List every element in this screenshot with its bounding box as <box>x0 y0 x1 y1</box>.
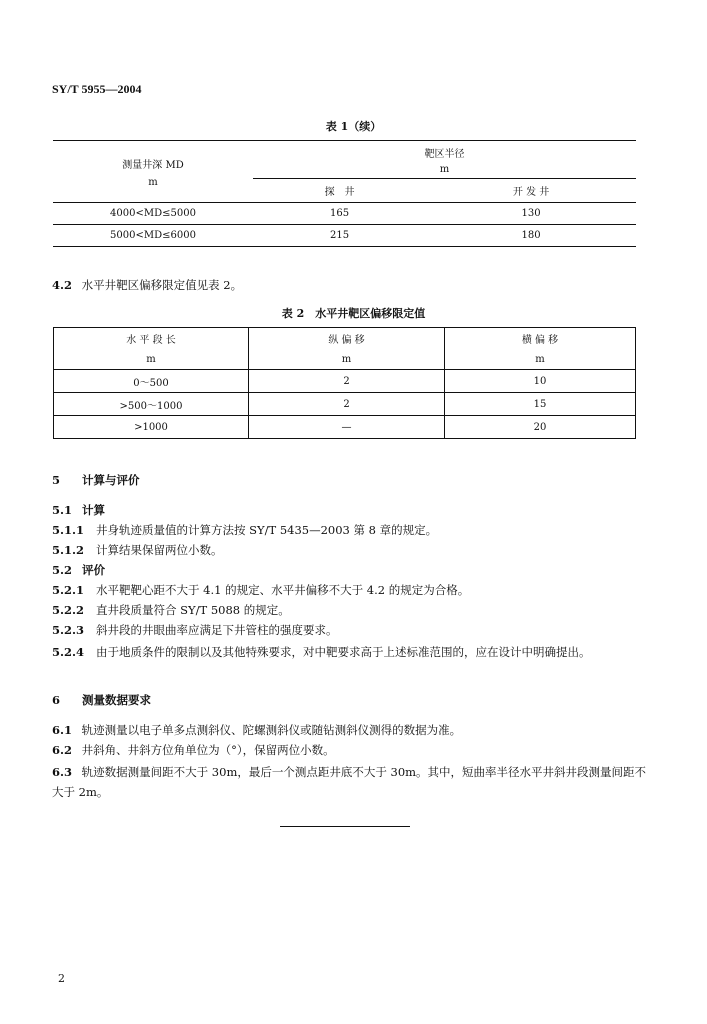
clause-5-2-2: 5.2.2 直井段质量符合 SY/T 5088 的规定。 <box>52 603 290 617</box>
clause-5-1-1: 5.1.1 井身轨迹质量值的计算方法按 SY/T 5435—2003 第 8 章的规定。 <box>52 523 438 537</box>
table2: 水 平 段 长 纵 偏 移 横 偏 移 m m m 0～500 2 10 >500～1000 2 15 >1000 — 20 <box>53 327 636 439</box>
paragraph-4-2: 4.2 水平井靶区偏移限定值见表 2。 <box>52 278 243 292</box>
clause-5-1-2: 5.1.2 计算结果保留两位小数。 <box>52 543 223 557</box>
table-row: 5000<MD≤6000 215 180 <box>53 225 636 247</box>
clause-6-3: 6.3 轨迹数据测量间距不大于 30m，最后一个测点距井底不大于 30m。其中，短曲率半径水平井斜井段测量间距不大于 2m。 <box>52 765 647 799</box>
table1-caption: 表 1（续） <box>325 120 382 133</box>
table1-sub-exploration: 探 井 <box>253 179 426 203</box>
clause-6-2: 6.2 井斜角、井斜方位角单位为（°），保留两位小数。 <box>52 743 335 757</box>
table1-sub-development: 开 发 井 <box>426 179 636 203</box>
section-5-1-heading: 5.1 计算 <box>52 503 106 517</box>
table-row: 4000<MD≤5000 165 130 <box>53 203 636 225</box>
clause-5-2-4: 5.2.4 由于地质条件的限制以及其他特殊要求，对中靶要求高于上述标准范围的，应在设计中明确提出。 <box>52 645 591 659</box>
table2-caption: 表 2 水平井靶区偏移限定值 <box>281 307 426 320</box>
table1-group-header: 靶区半径 m <box>424 148 465 175</box>
section-6-heading: 6 测量数据要求 <box>52 693 152 707</box>
table-row: 0～500 2 10 <box>54 370 636 393</box>
table-row: >500～1000 2 15 <box>54 393 636 416</box>
clause-6-1: 6.1 轨迹测量以电子单多点测斜仪、陀螺测斜仪或随钻测斜仪测得的数据为准。 <box>52 723 462 737</box>
clause-5-2-3: 5.2.3 斜井段的井眼曲率应满足下井管柱的强度要求。 <box>52 623 338 637</box>
section-5-heading: 5 计算与评价 <box>52 473 140 487</box>
table1-col1-header: 测量井深 MD m <box>122 159 184 188</box>
table1 <box>53 140 636 247</box>
table2-header-length: 水 平 段 长 <box>126 335 176 347</box>
table-row: >1000 — 20 <box>54 416 636 439</box>
table2-header-horizontal: 横 偏 移 <box>445 328 636 350</box>
section-5-2-heading: 5.2 评价 <box>52 563 106 577</box>
page-number: 2 <box>58 972 65 985</box>
end-rule <box>280 826 410 827</box>
table2-header-vertical: 纵 偏 移 <box>249 328 445 350</box>
clause-5-2-1: 5.2.1 水平靶靶心距不大于 4.1 的规定、水平井偏移不大于 4.2 的规定为合格。 <box>52 583 470 597</box>
document-code: SY/T 5955—2004 <box>52 82 142 96</box>
